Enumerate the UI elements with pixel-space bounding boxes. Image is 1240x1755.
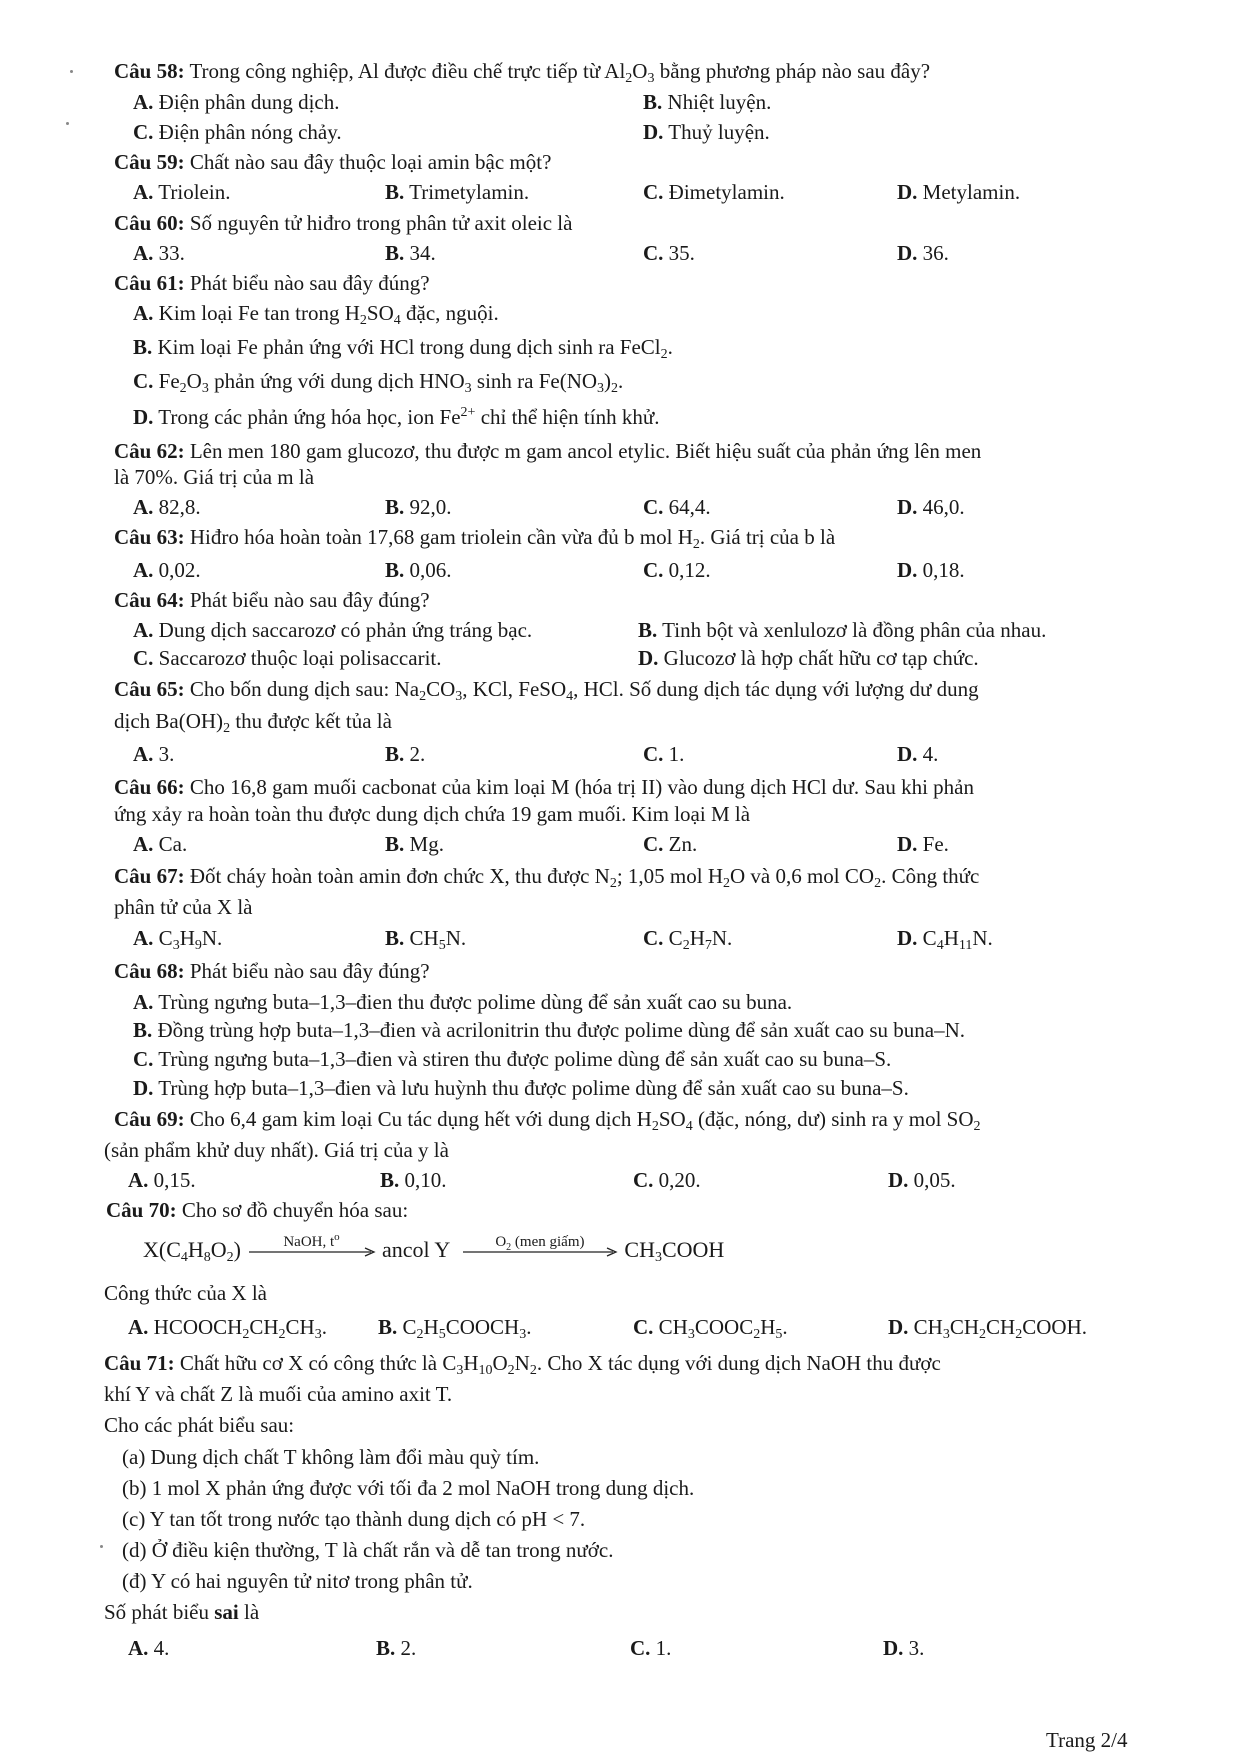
q62-option-c: C. 64,4. xyxy=(643,495,711,519)
q70-option-c: C. $CH_3COOC_2H_5$. xyxy=(633,1315,788,1342)
q67-option-d: D. $C_4H_{11}N$. xyxy=(897,926,993,953)
q66-option-c: C. Zn. xyxy=(643,832,698,856)
q65-option-b: B. 2. xyxy=(385,742,426,766)
q62-option-a: A. 82,8. xyxy=(133,495,201,519)
q59-option-d: D. Metylamin. xyxy=(897,180,1021,204)
q61-option-d: D. Trong các phản ứng hóa học, ion $Fe^{2+}$ chỉ thể hiện tính khử. xyxy=(133,405,660,429)
q67-option-a: A. $C_3H_9N$. xyxy=(133,926,223,953)
q68-option-a: A. Trùng ngưng buta–1,3–đien thu được polime dùng để sản xuất cao su buna. xyxy=(133,990,793,1014)
q64-option-c: C. Saccarozơ thuộc loại polisaccarit. xyxy=(133,646,442,670)
q70-option-b: B. $C_2H_5COOCH_3$. xyxy=(378,1315,532,1342)
q71-option-d: D. 3. xyxy=(883,1636,925,1660)
q71-option-a: A. 4. xyxy=(128,1636,170,1660)
question-67-cont: phân tử của X là xyxy=(114,895,253,919)
q71-ask: Số phát biểu sai là xyxy=(104,1600,260,1624)
q68-option-d: D. Trùng hợp buta–1,3–đien và lưu huỳnh thu được polime dùng để sản xuất cao su buna–S. xyxy=(133,1076,909,1100)
question-67: Câu 67: Đốt cháy hoàn toàn amin đơn chức X, thu được $N_2$; 1,05 mol $H_2O$ và 0,6 mol $CO_2$. Công thức xyxy=(114,864,980,891)
q70-option-d: D. $CH_3CH_2CH_2COOH$. xyxy=(888,1315,1087,1342)
q61-option-b: B. Kim loại Fe phản ứng với HCl trong dung dịch sinh ra FeCl$_2$. xyxy=(133,335,673,362)
question-66-cont: ứng xảy ra hoàn toàn thu được dung dịch chứa 19 gam muối. Kim loại M là xyxy=(114,802,751,826)
q65-option-a: A. 3. xyxy=(133,742,175,766)
question-71: Câu 71: Chất hữu cơ X có công thức là $C_3H_{10}O_2N_2$. Cho X tác dụng với dung dịch NaOH thu được xyxy=(104,1351,941,1378)
q70-option-a: A. $HCOOCH_2CH_2CH_3$. xyxy=(128,1315,327,1342)
question-63: Câu 63: Hiđro hóa hoàn toàn 17,68 gam triolein cần vừa đủ b mol $H_2$. Giá trị của b là xyxy=(114,525,836,552)
q64-option-d: D. Glucozơ là hợp chất hữu cơ tạp chức. xyxy=(638,646,979,670)
scan-speck xyxy=(100,1545,103,1548)
q71-statement-e: (đ) Y có hai nguyên tử nitơ trong phân tử. xyxy=(122,1569,473,1593)
q63-option-c: C. 0,12. xyxy=(643,558,711,582)
question-69: Câu 69: Cho 6,4 gam kim loại Cu tác dụng hết với dung dịch $H_2SO_4$ (đặc, nóng, dư) sinh ra y mol $SO_2$ xyxy=(114,1107,981,1134)
q59-option-a: A. Triolein. xyxy=(133,180,231,204)
q66-option-d: D. Fe. xyxy=(897,832,949,856)
scan-speck xyxy=(70,70,73,73)
q60-option-a: A. 33. xyxy=(133,241,185,265)
q63-option-b: B. 0,06. xyxy=(385,558,452,582)
q61-option-a: A. Kim loại Fe tan trong $H_2SO_4$ đặc, nguội. xyxy=(133,301,499,328)
q69-option-c: C. 0,20. xyxy=(633,1168,701,1192)
question-61: Câu 61: Phát biểu nào sau đây đúng? xyxy=(114,271,430,295)
q71-option-c: C. 1. xyxy=(630,1636,672,1660)
q58-option-c: C. Điện phân nóng chảy. xyxy=(133,120,342,144)
q71-statement-b: (b) 1 mol X phản ứng được với tối đa 2 mol NaOH trong dung dịch. xyxy=(122,1476,695,1500)
q69-option-d: D. 0,05. xyxy=(888,1168,956,1192)
q66-option-b: B. Mg. xyxy=(385,832,444,856)
scan-speck xyxy=(66,122,69,125)
q63-option-a: A. 0,02. xyxy=(133,558,201,582)
question-71-intro: Cho các phát biểu sau: xyxy=(104,1413,295,1437)
q61-option-c: C. $Fe_2O_3$ phản ứng với dung dịch $HNO_3$ sinh ra $Fe(NO_3)_2$. xyxy=(133,369,624,396)
q64-option-b: B. Tinh bột và xenlulozơ là đồng phân của nhau. xyxy=(638,618,1047,642)
q69-option-b: B. 0,10. xyxy=(380,1168,447,1192)
q60-option-b: B. 34. xyxy=(385,241,436,265)
q64-option-a: A. Dung dịch saccarozơ có phản ứng tráng bạc. xyxy=(133,618,533,642)
question-62-cont: là 70%. Giá trị của m là xyxy=(114,465,315,489)
question-70-cont: Công thức của X là xyxy=(104,1281,268,1305)
q70-scheme: $X(C_4H_8O_2)$ NaOH, $t^o$ ancol Y $O_2$ (men giấm) $CH_3COOH$ xyxy=(143,1230,725,1265)
q71-statement-c: (c) Y tan tốt trong nước tạo thành dung dịch có pH < 7. xyxy=(122,1507,586,1531)
question-65: Câu 65: Cho bốn dung dịch sau: $Na_2CO_3$, KCl, FeSO$_4$, HCl. Số dung dịch tác dụng với lượng dư dung xyxy=(114,677,979,704)
question-70: Câu 70: Cho sơ đồ chuyển hóa sau: xyxy=(106,1198,409,1222)
q65-option-c: C. 1. xyxy=(643,742,685,766)
question-69-cont: (sản phẩm khử duy nhất). Giá trị của y là xyxy=(104,1138,449,1162)
question-62: Câu 62: Lên men 180 gam glucozơ, thu được m gam ancol etylic. Biết hiệu suất của phản ứng lên men xyxy=(114,439,982,463)
q62-option-b: B. 92,0. xyxy=(385,495,452,519)
question-66: Câu 66: Cho 16,8 gam muối cacbonat của kim loại M (hóa trị II) vào dung dịch HCl dư. Sau khi phản xyxy=(114,775,974,799)
q58-option-a: A. Điện phân dung dịch. xyxy=(133,90,340,114)
page-number: Trang 2/4 xyxy=(1046,1728,1128,1752)
q65-option-d: D. 4. xyxy=(897,742,939,766)
q68-option-c: C. Trùng ngưng buta–1,3–đien và stiren thu được polime dùng để sản xuất cao su buna–S. xyxy=(133,1047,892,1071)
q58-option-d: D. Thuỷ luyện. xyxy=(643,120,770,144)
question-59: Câu 59: Chất nào sau đây thuộc loại amin bậc một? xyxy=(114,150,552,174)
q58-option-b: B. Nhiệt luyện. xyxy=(643,90,772,114)
q71-option-b: B. 2. xyxy=(376,1636,417,1660)
q71-statement-a: (a) Dung dịch chất T không làm đổi màu quỳ tím. xyxy=(122,1445,540,1469)
question-58: Câu 58: Trong công nghiệp, Al được điều chế trực tiếp từ $Al_2O_3$ bằng phương pháp nào sau đây? xyxy=(114,59,931,86)
question-60: Câu 60: Số nguyên tử hiđro trong phân tử axit oleic là xyxy=(114,211,573,235)
q67-option-c: C. $C_2H_7N$. xyxy=(643,926,733,953)
q62-option-d: D. 46,0. xyxy=(897,495,965,519)
q59-option-b: B. Trimetylamin. xyxy=(385,180,530,204)
question-65-cont: dịch $Ba(OH)_2$ thu được kết tủa là xyxy=(114,709,392,736)
q68-option-b: B. Đồng trùng hợp buta–1,3–đien và acrilonitrin thu được polime dùng để sản xuất cao su buna–N. xyxy=(133,1018,966,1042)
question-71-cont: khí Y và chất Z là muối của amino axit T. xyxy=(104,1382,453,1406)
q60-option-d: D. 36. xyxy=(897,241,949,265)
q59-option-c: C. Đimetylamin. xyxy=(643,180,785,204)
q71-statement-d: (d) Ở điều kiện thường, T là chất rắn và dễ tan trong nước. xyxy=(122,1538,614,1562)
q60-option-c: C. 35. xyxy=(643,241,695,265)
q69-option-a: A. 0,15. xyxy=(128,1168,196,1192)
q63-option-d: D. 0,18. xyxy=(897,558,965,582)
q67-option-b: B. $CH_5N$. xyxy=(385,926,467,953)
question-68: Câu 68: Phát biểu nào sau đây đúng? xyxy=(114,959,430,983)
q66-option-a: A. Ca. xyxy=(133,832,188,856)
q70-arrow-2: $O_2$ (men giấm) xyxy=(461,1247,619,1257)
question-64: Câu 64: Phát biểu nào sau đây đúng? xyxy=(114,588,430,612)
q70-arrow-1: NaOH, $t^o$ xyxy=(247,1247,377,1257)
